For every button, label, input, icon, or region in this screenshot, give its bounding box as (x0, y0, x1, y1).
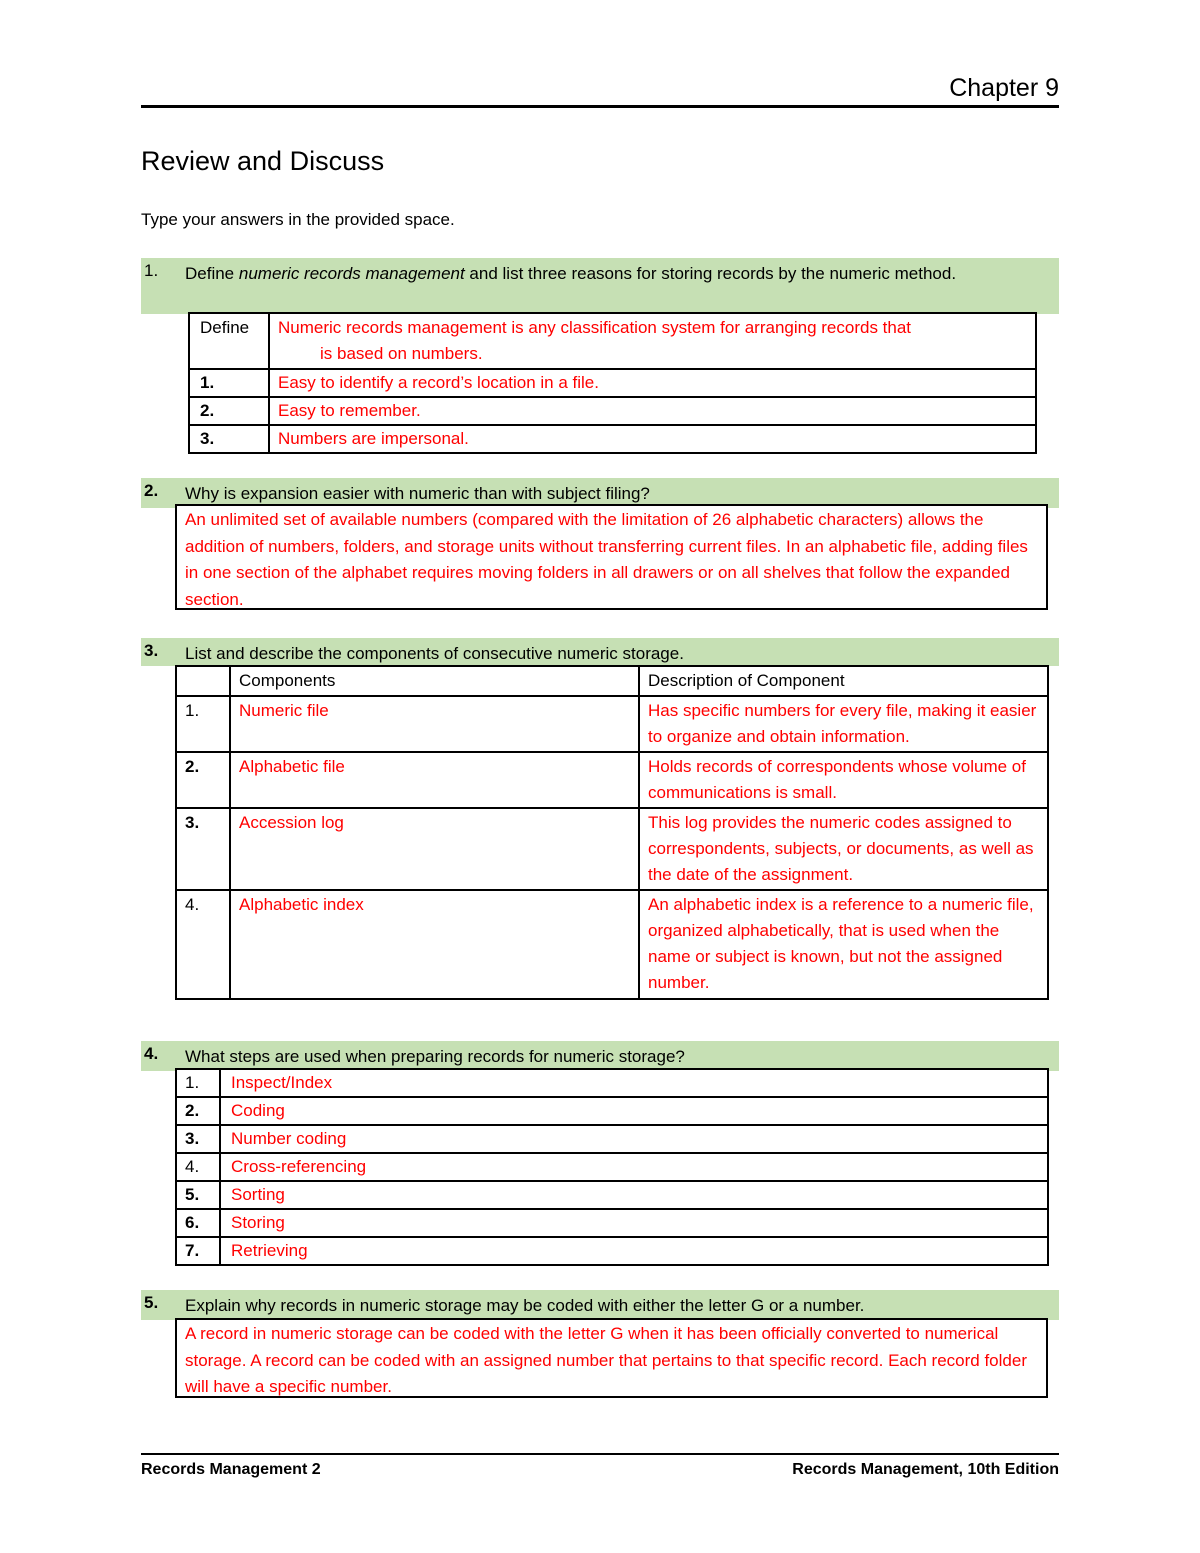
question-3-number: 3. (144, 641, 159, 660)
instructions: Type your answers in the provided space. (141, 210, 455, 229)
column-header-components: Components (230, 666, 639, 696)
step-answer[interactable]: Cross-referencing (220, 1153, 1048, 1181)
table-row (176, 1181, 1048, 1209)
question-1-text: Define numeric records management and list three reasons for storing records by the numeric method. (185, 264, 957, 283)
define-label: Define (189, 313, 269, 369)
question-4-band (141, 1041, 1059, 1071)
table-row (176, 1209, 1048, 1237)
question-2-number: 2. (144, 481, 159, 500)
question-1-band (141, 258, 1059, 314)
question-3-text: List and describe the components of consecutive numeric storage. (185, 644, 684, 663)
table-row (189, 425, 1036, 453)
step-number: 3. (176, 1125, 220, 1153)
question-3-table (175, 665, 1049, 1000)
reason-number: 3. (189, 425, 269, 453)
question-5-band (141, 1290, 1059, 1320)
table-row (189, 397, 1036, 425)
question-5-answer[interactable]: A record in numeric storage can be coded with the letter G when it has been officially converted to numerical storage. A record can be coded with an assigned number that pertains to that specific record. Each record folder will have a specific number. (175, 1318, 1048, 1398)
component-description[interactable]: An alphabetic index is a reference to a numeric file, organized alphabetically, that is used when the name or subject is known, but not the assigned number. (639, 890, 1048, 999)
table-row (176, 890, 1048, 999)
reason-answer[interactable]: Easy to identify a record’s location in a file. (269, 369, 1036, 397)
table-row (176, 696, 1048, 752)
step-answer[interactable]: Number coding (220, 1125, 1048, 1153)
step-number: 7. (176, 1237, 220, 1265)
step-number: 2. (176, 1097, 220, 1125)
table-row (176, 1069, 1048, 1097)
question-5-number: 5. (144, 1293, 159, 1312)
step-number: 1. (176, 1069, 220, 1097)
component-number: 4. (176, 890, 230, 999)
reason-answer[interactable]: Easy to remember. (269, 397, 1036, 425)
reason-number: 1. (189, 369, 269, 397)
component-description[interactable]: Has specific numbers for every file, making it easier to organize and obtain information. (639, 696, 1048, 752)
reason-number: 2. (189, 397, 269, 425)
step-number: 4. (176, 1153, 220, 1181)
table-header-row (176, 666, 1048, 696)
header-rule (141, 105, 1059, 108)
step-answer[interactable]: Retrieving (220, 1237, 1048, 1265)
step-number: 5. (176, 1181, 220, 1209)
component-description[interactable]: Holds records of correspondents whose volume of communications is small. (639, 752, 1048, 808)
component-description[interactable]: This log provides the numeric codes assigned to correspondents, subjects, or documents, as well as the date of the assignment. (639, 808, 1048, 890)
question-2-text: Why is expansion easier with numeric than with subject filing? (185, 484, 650, 503)
component-name[interactable]: Alphabetic index (230, 890, 639, 999)
step-answer[interactable]: Sorting (220, 1181, 1048, 1209)
component-name[interactable]: Accession log (230, 808, 639, 890)
footer-left: Records Management 2 (141, 1461, 321, 1478)
table-row (176, 1237, 1048, 1265)
component-number: 2. (176, 752, 230, 808)
component-name[interactable]: Alphabetic file (230, 752, 639, 808)
component-name[interactable]: Numeric file (230, 696, 639, 752)
define-answer[interactable]: Numeric records management is any classification system for arranging records that is based on numbers. (269, 313, 1036, 369)
table-row (176, 1097, 1048, 1125)
reason-answer[interactable]: Numbers are impersonal. (269, 425, 1036, 453)
step-number: 6. (176, 1209, 220, 1237)
footer-right: Records Management, 10th Edition (792, 1461, 1059, 1478)
question-1-number: 1. (144, 261, 159, 280)
table-row (176, 752, 1048, 808)
question-2-answer[interactable]: An unlimited set of available numbers (compared with the limitation of 26 alphabetic characters) allows the addition of numbers, folders, and storage units without transferring current files. In an alphabetic file, adding files in one section of the alphabet requires moving folders in all drawers or on all shelves that follow the expanded section. (175, 504, 1048, 610)
question-4-number: 4. (144, 1044, 159, 1063)
component-number: 3. (176, 808, 230, 890)
question-3-band (141, 638, 1059, 666)
table-row (189, 369, 1036, 397)
chapter-label: Chapter 9 (949, 74, 1059, 102)
question-5-text: Explain why records in numeric storage may be coded with either the letter G or a number. (185, 1296, 865, 1315)
component-number: 1. (176, 696, 230, 752)
table-row (176, 808, 1048, 890)
question-4-text: What steps are used when preparing records for numeric storage? (185, 1047, 685, 1066)
table-row (189, 313, 1036, 369)
step-answer[interactable]: Inspect/Index (220, 1069, 1048, 1097)
question-1-table (188, 312, 1037, 454)
page-title: Review and Discuss (141, 146, 385, 176)
column-header-description: Description of Component (639, 666, 1048, 696)
step-answer[interactable]: Storing (220, 1209, 1048, 1237)
table-row (176, 1125, 1048, 1153)
question-4-table (175, 1068, 1049, 1266)
table-row (176, 1153, 1048, 1181)
footer-rule (141, 1453, 1059, 1455)
step-answer[interactable]: Coding (220, 1097, 1048, 1125)
